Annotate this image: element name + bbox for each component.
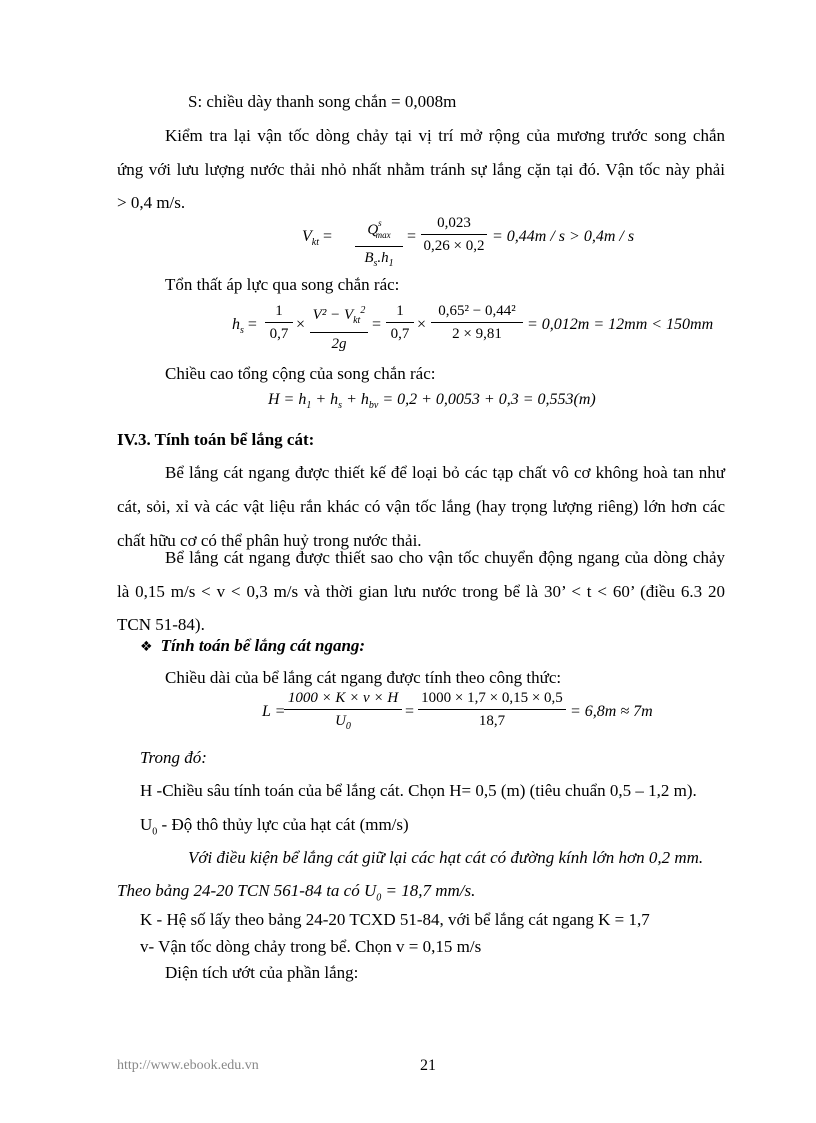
wet-area-title: Diện tích ướt của phần lắng: bbox=[165, 963, 359, 982]
where-label: Trong đó: bbox=[140, 748, 207, 767]
paragraph-velocity-check-line3: > 0,4 m/s. bbox=[117, 193, 186, 212]
definition-k: K - Hệ số lấy theo bảng 24-20 TCXD 51-84, với bể lắng cát ngang K = 1,7 bbox=[140, 910, 650, 929]
paragraph-design-line2: là 0,15 m/s < v < 0,3 m/s và thời gian lưu nước trong bể là 30’ < t < 60’ (điều 6.3 20 bbox=[117, 582, 725, 601]
paragraph-grit-chamber-line3: chất hữu cơ có thể phân huỷ trong nước thải. bbox=[117, 531, 422, 550]
footer-url[interactable]: http://www.ebook.edu.vn bbox=[117, 1058, 259, 1073]
page-number: 21 bbox=[420, 1057, 436, 1074]
pressure-loss-title: Tổn thất áp lực qua song chắn rác: bbox=[165, 275, 400, 294]
thickness-line: S: chiều dày thanh song chắn = 0,008m bbox=[188, 92, 457, 111]
paragraph-design-line1: Bể lắng cát ngang được thiết sao cho vận tốc chuyển động ngang của dòng chảy bbox=[165, 548, 725, 567]
paragraph-grit-chamber-line1: Bể lắng cát ngang được thiết kế để loại bỏ các tạp chất vô cơ không hoà tan như bbox=[165, 463, 725, 482]
paragraph-velocity-check-line2: ứng với lưu lượng nước thải nhỏ nhất nhằm tránh sự lắng cặn tại đó. Vận tốc này phải bbox=[117, 160, 725, 179]
condition-line2: Theo bảng 24-20 TCN 561-84 ta có $U_0 = 18,7$ mm/s. bbox=[117, 881, 476, 904]
definition-v: v- Vận tốc dòng chảy trong bể. Chọn v = 0,15 m/s bbox=[140, 937, 482, 956]
section-heading: IV.3. Tính toán bể lắng cát: bbox=[117, 430, 315, 449]
length-formula-intro: Chiều dài của bể lắng cát ngang được tính theo công thức: bbox=[165, 668, 562, 687]
diamond-bullet-icon: ❖ bbox=[140, 639, 153, 655]
paragraph-velocity-check-line1: Kiểm tra lại vận tốc dòng chảy tại vị trí mở rộng của mương trước song chắn bbox=[165, 126, 725, 145]
definition-u0: $U_0$ - Độ thô thủy lực của hạt cát (mm/s) bbox=[140, 815, 409, 838]
bullet-heading: ❖ Tính toán bể lắng cát ngang: bbox=[140, 636, 366, 655]
paragraph-grit-chamber-line2: cát, sỏi, xỉ và các vật liệu rắn khác có vận tốc lắng (hay trọng lượng riêng) lớn hơn các bbox=[117, 497, 725, 516]
definition-h: H -Chiều sâu tính toán của bể lắng cát. Chọn H= 0,5 (m) (tiêu chuẩn 0,5 – 1,2 m). bbox=[140, 781, 697, 800]
equation-total-height: $H = h_1 + h_s + h_{bv} = 0,2 + 0,0053 + 0,3 = 0,553(m)$ bbox=[268, 391, 596, 412]
condition-line1: Với điều kiện bể lắng cát giữ lại các hạt cát có đường kính lớn hơn 0,2 mm. bbox=[188, 848, 704, 867]
total-height-title: Chiều cao tổng cộng của song chắn rác: bbox=[165, 364, 436, 383]
paragraph-design-line3: TCN 51-84). bbox=[117, 615, 205, 634]
